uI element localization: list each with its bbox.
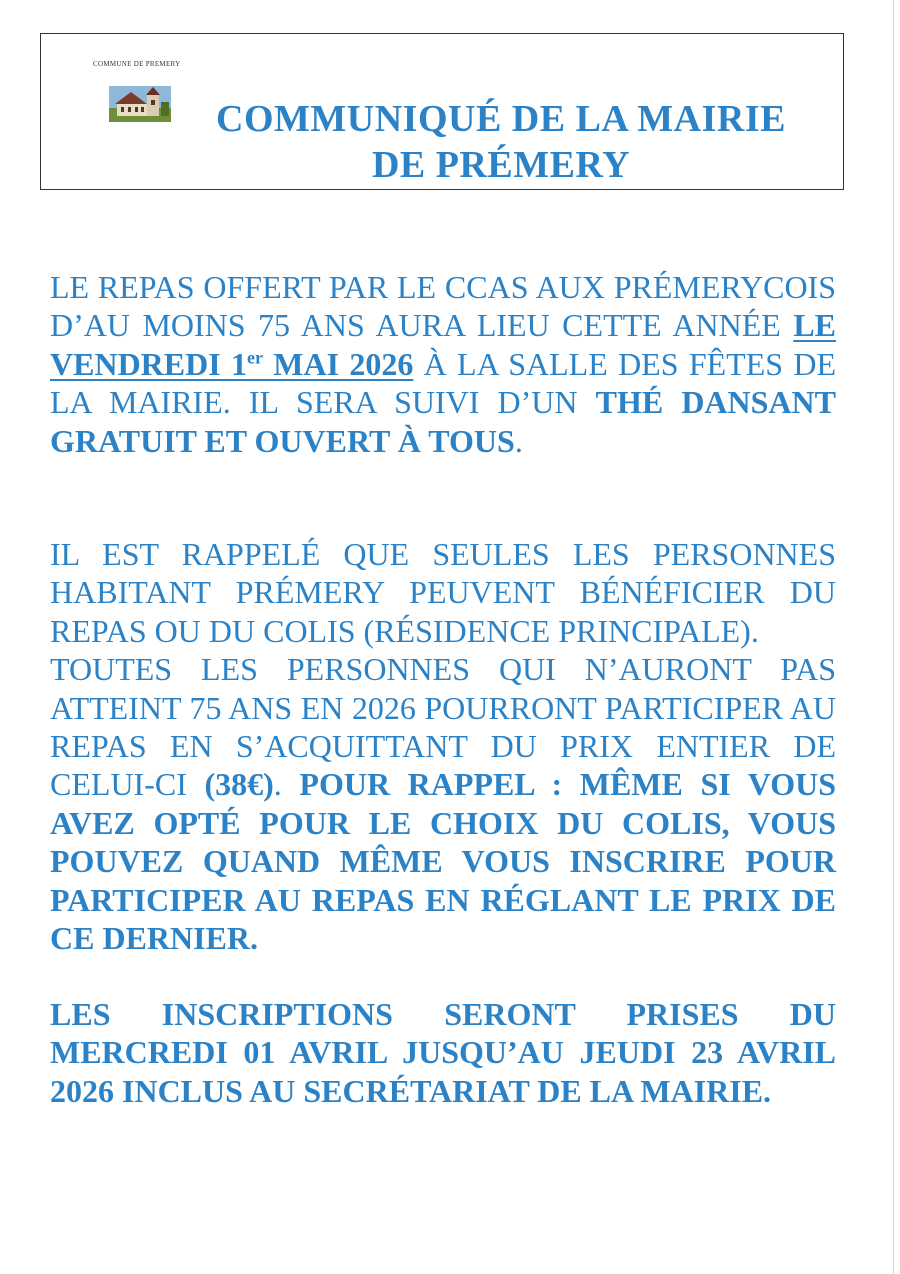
reminder-text: POUR RAPPEL : MÊME SI VOUS AVEZ OPTÉ POUR LE CHOIX DU COLIS, VOUS POUVEZ QUAND MÊME VOUS INSCRIRE POUR PARTICIPER AU REPAS EN RÉGLANT LE PRIX DE CE DERNIER.: [50, 766, 837, 957]
price-info-text: TOUTES LES PERSONNES QUI N’AURONT PAS ATTEINT 75 ANS EN 2026 POURRONT PARTICIPER AU REPAS EN S’ACQUITTANT DU PRIX ENTIER DE CELUI-CI: [50, 651, 836, 803]
meal-announcement-paragraph: LE REPAS OFFERT PAR LE CCAS AUX PRÉMERYCOIS D’AU MOINS 75 ANS AURA LIEU CETTE ANNÉE LE VENDREDI 1er MAI 2026 À LA SALLE DES FÊTES DE LA MAIRIE. IL SERA SUIVI D’UN THÉ DANSANT GRATUIT ET OUVERT À TOUS.: [50, 269, 837, 459]
eligibility-paragraph: IL EST RAPPELÉ QUE SEULES LES PERSONNES HABITANT PRÉMERY PEUVENT BÉNÉFICIER DU REPAS OU DU COLIS (RÉSIDENCE PRINCIPALE). TOUTES LES PERSONNES QUI N’AURONT PAS ATTEINT 75 ANS EN 2026 POURRONT PARTICIPER AU REPAS EN S’ACQUITTANT DU PRIX ENTIER DE CELUI-CI (38€). POUR RAPPEL : MÊME SI VOUS AVEZ OPTÉ POUR LE CHOIX DU COLIS, VOUS POUVEZ QUAND MÊME VOUS INSCRIRE POUR PARTICIPER AU REPAS EN RÉGLANT LE PRIX DE CE DERNIER.: [50, 536, 837, 957]
tea-dance-highlight: THÉ DANSANT GRATUIT ET OUVERT À TOUS: [50, 384, 837, 459]
header-box: [40, 33, 844, 190]
title-line-1: COMMUNIQUÉ DE LA MAIRIE: [216, 98, 786, 140]
commune-label: COMMUNE DE PREMERY: [93, 60, 181, 68]
page-title: [141, 96, 861, 188]
price-value: (38€): [204, 766, 274, 803]
meal-location-text: À LA SALLE DES FÊTES DE LA MAIRIE. IL SERA SUIVI D’UN: [50, 345, 836, 421]
eligibility-rule-text: IL EST RAPPELÉ QUE SEULES LES PERSONNES HABITANT PRÉMERY PEUVENT BÉNÉFICIER DU REPAS OU DU COLIS (RÉSIDENCE PRINCIPALE).: [50, 536, 836, 649]
meal-intro-text: LE REPAS OFFERT PAR LE CCAS AUX PRÉMERYCOIS D’AU MOINS 75 ANS AURA LIEU CETTE ANNÉE: [50, 269, 836, 344]
scan-edge: [893, 0, 894, 1274]
title-line-2: DE PRÉMERY: [371, 144, 631, 186]
registration-paragraph: LES INSCRIPTIONS SERONT PRISES DU MERCREDI 01 AVRIL JUSQU’AU JEUDI 23 AVRIL 2026 INCLUS AU SECRÉTARIAT DE LA MAIRIE.: [50, 996, 836, 1109]
event-date: LE VENDREDI 1er MAI 2026: [50, 307, 836, 382]
